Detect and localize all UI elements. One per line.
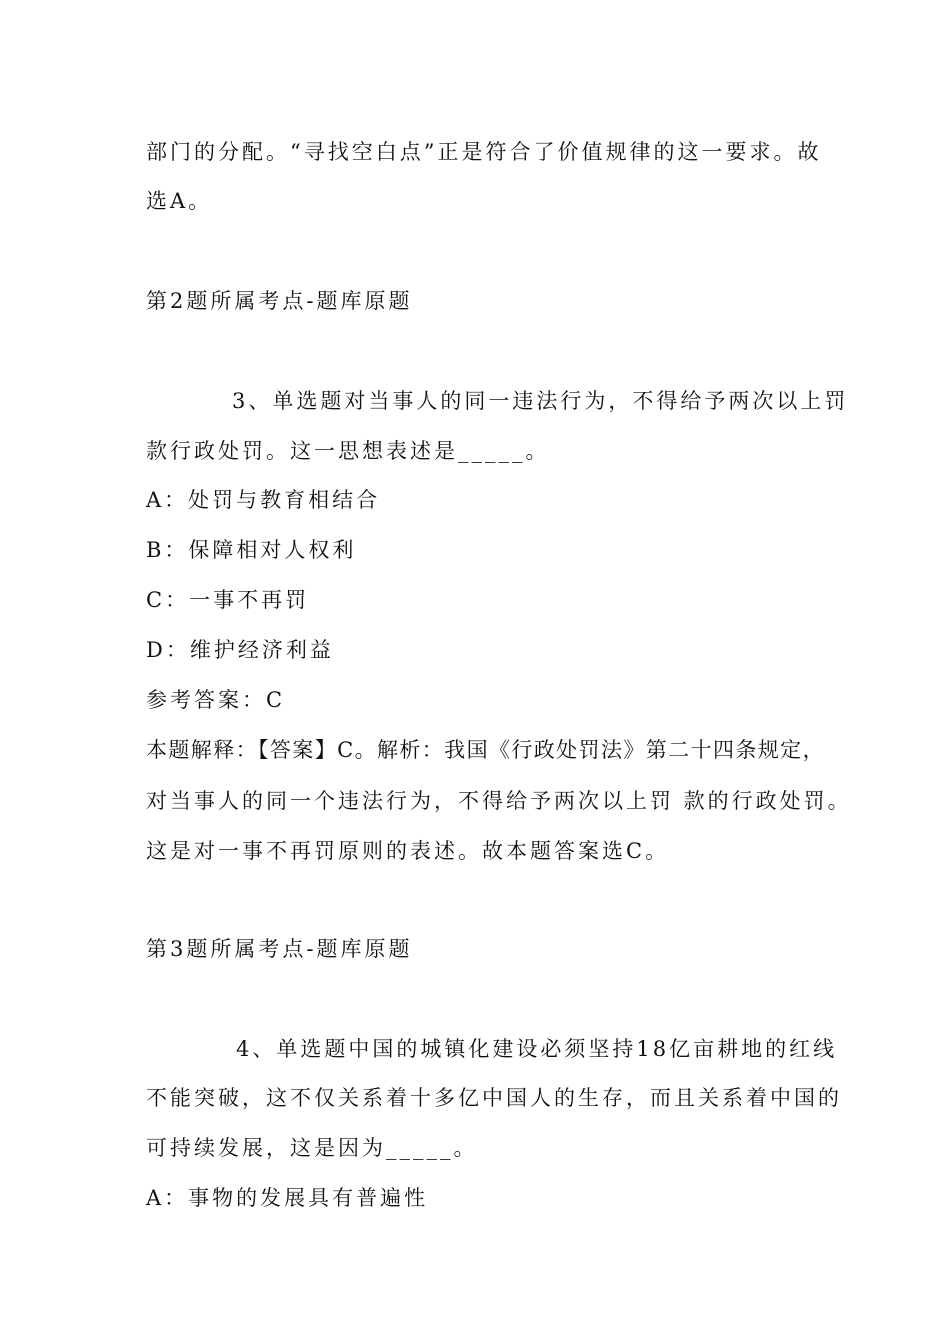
q3-knowledge-point: 第3题所属考点-题库原题	[146, 937, 413, 961]
q3-option-d: D：维护经济利益	[146, 638, 334, 662]
q3-stem-line-2: 款行政处罚。这一思想表述是_____。	[146, 439, 550, 463]
q4-stem-line-2: 不能突破，这不仅关系着十多亿中国人的生存，而且关系着中国的	[146, 1086, 842, 1110]
q4-option-a: A：事物的发展具有普遍性	[146, 1186, 429, 1210]
q3-option-b: B：保障相对人权利	[146, 538, 357, 562]
q3-explanation-line-1: 本题解释：【答案】C。解析：我国《行政处罚法》第二十四条规定，	[146, 738, 825, 762]
q3-stem-line-1: 3、单选题对当事人的同一违法行为，不得给予两次以上罚	[232, 389, 849, 413]
q3-option-a: A：处罚与教育相结合	[146, 488, 381, 512]
q3-explanation-line-2: 对当事人的同一个违法行为，不得给予两次以上罚 款的行政处罚。	[146, 789, 852, 813]
q3-answer: 参考答案：C	[146, 688, 286, 712]
q4-stem-line-3: 可持续发展，这是因为_____。	[146, 1136, 478, 1160]
q2-explanation-line-2: 选A。	[146, 189, 213, 213]
q4-stem-line-1: 4、单选题中国的城镇化建设必须坚持18亿亩耕地的红线	[236, 1037, 838, 1061]
q2-knowledge-point: 第2题所属考点-题库原题	[146, 289, 413, 313]
q2-explanation-line-1: 部门的分配。“寻找空白点”正是符合了价值规律的这一要求。故	[146, 140, 822, 164]
q3-explanation-line-3: 这是对一事不再罚原则的表述。故本题答案选C。	[146, 839, 670, 863]
q3-option-c: C：一事不再罚	[146, 588, 310, 612]
